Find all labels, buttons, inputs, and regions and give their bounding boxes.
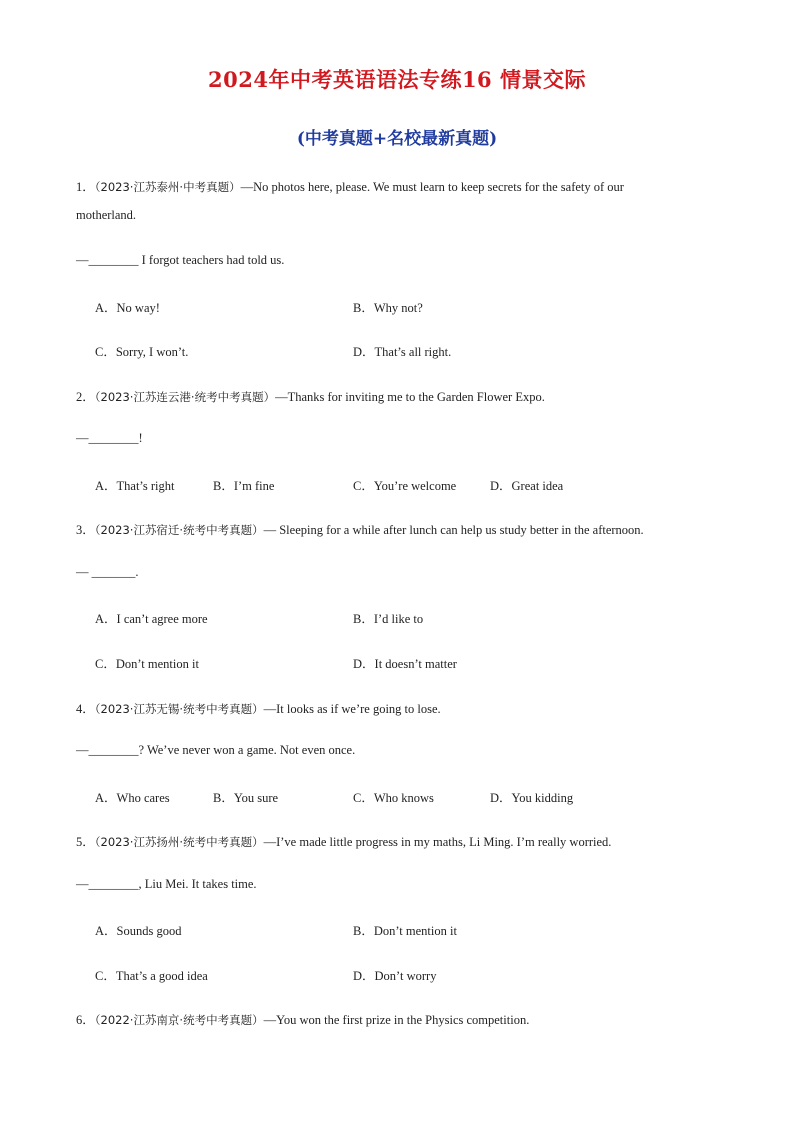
question-source: （2023·江苏扬州·统考中考真题） xyxy=(94,835,264,849)
question-number: 2． xyxy=(76,390,95,404)
question-1-stem xyxy=(76,177,624,195)
question-prompt: — Sleeping for a while after lunch can help us study better in the afternoon. xyxy=(263,523,644,537)
question-source: （2023·江苏宿迁·统考中考真题） xyxy=(94,523,264,537)
question-number: 4． xyxy=(76,702,95,716)
question-source: （2023·江苏泰州·中考真题） xyxy=(94,180,241,194)
question-5-option-d: D．Don’t worry xyxy=(353,969,437,983)
question-1-option-b: B．Why not? xyxy=(353,301,423,315)
question-1-option-d: D．That’s all right. xyxy=(353,345,452,359)
question-3-stem xyxy=(76,520,644,538)
question-1-option-c: C．Sorry, I won’t. xyxy=(95,345,189,359)
question-number: 3． xyxy=(76,523,95,537)
question-source: （2023·江苏连云港·统考中考真题） xyxy=(94,390,276,404)
question-5-option-a: A．Sounds good xyxy=(95,924,182,938)
question-number: 6． xyxy=(76,1013,95,1027)
question-2-option-b: B．I’m fine xyxy=(213,479,275,493)
question-1-reply: —________ I forgot teachers had told us. xyxy=(76,253,285,267)
question-prompt: —You won the first prize in the Physics competition. xyxy=(263,1013,530,1027)
question-3-option-b: B．I’d like to xyxy=(353,612,424,626)
question-5-option-b: B．Don’t mention it xyxy=(353,924,457,938)
question-source: （2023·江苏无锡·统考中考真题） xyxy=(94,702,264,716)
question-5-stem xyxy=(76,832,611,850)
question-2-option-c: C．You’re welcome xyxy=(353,479,457,493)
question-prompt: —Thanks for inviting me to the Garden Flower Expo. xyxy=(275,390,545,404)
document-title: 2024年中考英语语法专练16 情景交际 xyxy=(208,67,586,92)
question-2-reply: —________! xyxy=(76,431,143,445)
question-2-option-d: D．Great idea xyxy=(490,479,564,493)
question-4-reply: —________? We’ve never won a game. Not even once. xyxy=(76,743,356,757)
question-prompt: —No photos here, please. We must learn to keep secrets for the safety of our xyxy=(240,180,624,194)
question-prompt: —It looks as if we’re going to lose. xyxy=(263,702,441,716)
question-2-stem xyxy=(76,387,545,405)
question-4-stem xyxy=(76,699,441,717)
question-4-option-c: C．Who knows xyxy=(353,791,434,805)
document-subtitle: (中考真题+名校最新真题) xyxy=(296,129,498,149)
question-4-option-b: B．You sure xyxy=(213,791,279,805)
question-4-option-a: A．Who cares xyxy=(95,791,170,805)
question-2-option-a: A．That’s right xyxy=(95,479,175,493)
question-3-reply: — _______. xyxy=(76,565,139,579)
question-6-stem xyxy=(76,1010,529,1028)
question-1-stem-continued: motherland. xyxy=(76,208,137,222)
question-5-reply: —________, Liu Mei. It takes time. xyxy=(76,877,257,891)
question-3-option-a: A．I can’t agree more xyxy=(95,612,208,626)
question-4-option-d: D．You kidding xyxy=(490,791,574,805)
question-number: 1． xyxy=(76,180,95,194)
question-5-option-c: C．That’s a good idea xyxy=(95,969,208,983)
question-3-option-d: D．It doesn’t matter xyxy=(353,657,457,671)
question-1-option-a: A．No way! xyxy=(95,301,160,315)
question-3-option-c: C．Don’t mention it xyxy=(95,657,199,671)
question-source: （2022·江苏南京·统考中考真题） xyxy=(94,1013,264,1027)
question-prompt: —I’ve made little progress in my maths, Li Ming. I’m really worried. xyxy=(263,835,612,849)
question-number: 5． xyxy=(76,835,95,849)
